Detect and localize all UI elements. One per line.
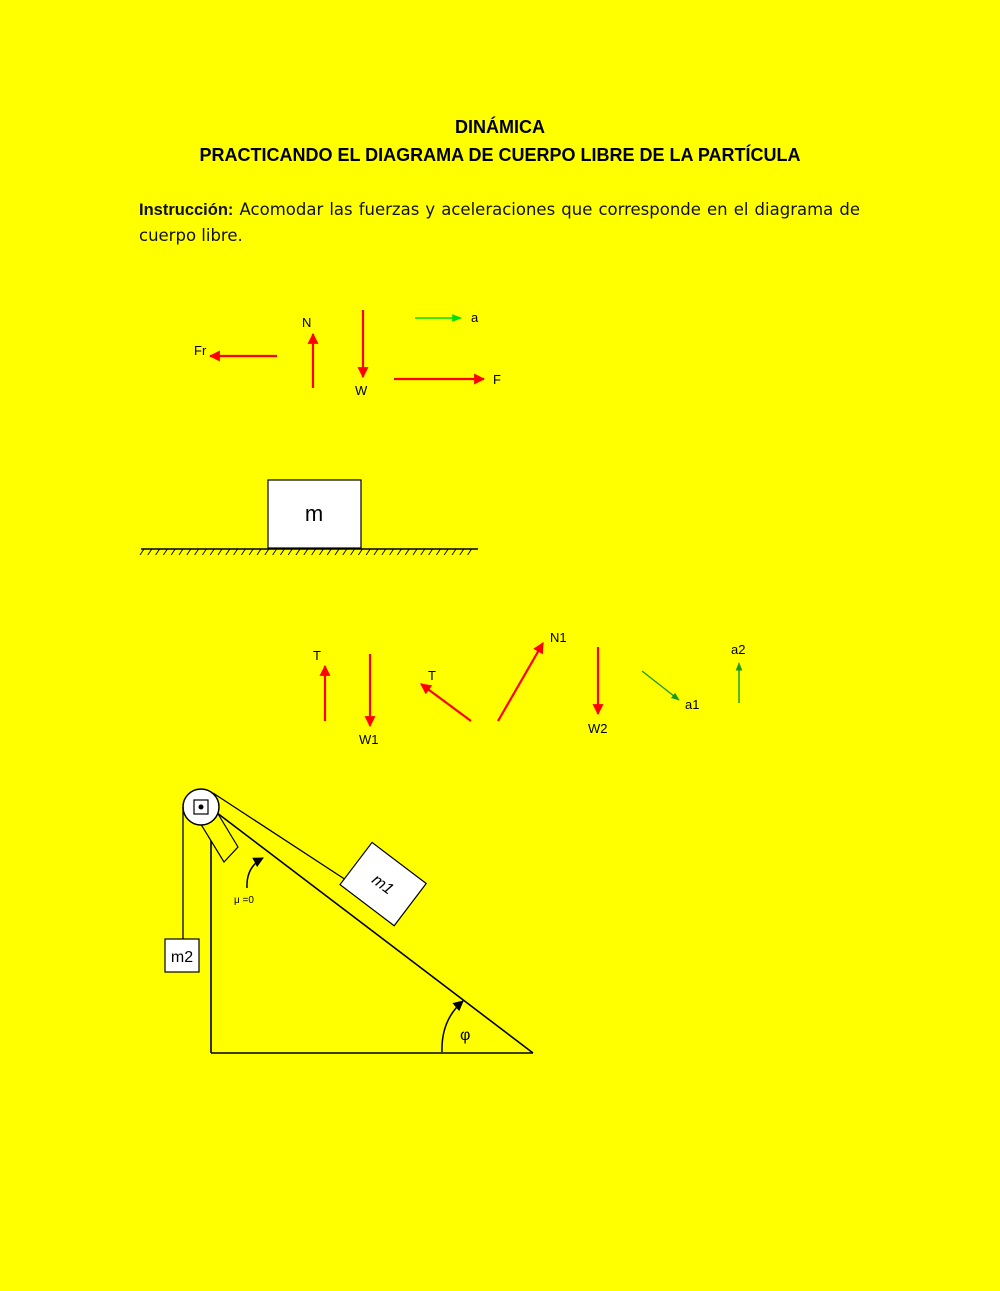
rope-m1 bbox=[213, 793, 346, 880]
hatch-mark bbox=[413, 549, 417, 555]
incline-hypotenuse bbox=[200, 800, 533, 1053]
hatch-mark bbox=[202, 549, 206, 555]
hatch-mark bbox=[148, 549, 152, 555]
hatch-mark bbox=[249, 549, 253, 555]
friction-label: Fr bbox=[194, 343, 207, 358]
applied-force-label: F bbox=[493, 372, 501, 387]
weight-label: W bbox=[355, 383, 368, 398]
accel-m1-arrow[interactable] bbox=[642, 671, 679, 700]
page-subtitle: PRACTICANDO EL DIAGRAMA DE CUERPO LIBRE DE LA PARTÍCULA bbox=[199, 145, 801, 165]
hatch-mark bbox=[218, 549, 222, 555]
hatch-mark bbox=[374, 549, 378, 555]
weight-m1-label: W2 bbox=[588, 721, 608, 736]
hatch-mark bbox=[179, 549, 183, 555]
instruction-body: Acomodar las fuerzas y aceleraciones que corresponde en el diagrama de cuerpo libre. bbox=[139, 200, 860, 245]
page-title: DINÁMICA bbox=[455, 117, 545, 137]
hatch-mark bbox=[468, 549, 472, 555]
hatch-mark bbox=[319, 549, 323, 555]
hatch-mark bbox=[140, 549, 144, 555]
weight-m2-label: W1 bbox=[359, 732, 379, 747]
block-m2-label: m2 bbox=[170, 949, 194, 966]
hatch-mark bbox=[444, 549, 448, 555]
hatch-mark bbox=[390, 549, 394, 555]
hatch-mark bbox=[405, 549, 409, 555]
hatch-mark bbox=[265, 549, 269, 555]
angle-label: φ bbox=[460, 1027, 471, 1044]
hatch-mark bbox=[366, 549, 370, 555]
hatch-mark bbox=[280, 549, 284, 555]
acceleration-label: a bbox=[471, 310, 479, 325]
hatch-mark bbox=[304, 549, 308, 555]
problem1-vectors bbox=[194, 310, 501, 398]
problem2-setup bbox=[165, 789, 533, 1053]
accel-m2-label: a2 bbox=[731, 642, 746, 657]
friction-note: μ =0 bbox=[234, 895, 254, 906]
hatch-mark bbox=[226, 549, 230, 555]
hatch-mark bbox=[460, 549, 464, 555]
accel-m1-label: a1 bbox=[685, 697, 700, 712]
hatch-mark bbox=[195, 549, 199, 555]
hatch-mark bbox=[187, 549, 191, 555]
hatch-mark bbox=[234, 549, 238, 555]
instruction-label: Instrucción: bbox=[139, 201, 234, 219]
hatch-mark bbox=[273, 549, 277, 555]
normal-m1-arrow[interactable] bbox=[498, 643, 543, 721]
normal-label: N bbox=[302, 315, 312, 330]
tension-m1-label: T bbox=[428, 668, 436, 683]
pulley-axle bbox=[199, 805, 204, 810]
hatch-mark bbox=[452, 549, 456, 555]
tension-m2-label: T bbox=[313, 648, 321, 663]
hatch-mark bbox=[171, 549, 175, 555]
hatch-mark bbox=[296, 549, 300, 555]
hatch-mark bbox=[429, 549, 433, 555]
hatch-mark bbox=[210, 549, 214, 555]
tension-m1-arrow[interactable] bbox=[421, 684, 471, 721]
hatch-mark bbox=[436, 549, 440, 555]
hatch-mark bbox=[382, 549, 386, 555]
hatch-mark bbox=[288, 549, 292, 555]
hatch-mark bbox=[351, 549, 355, 555]
problem2-vectors bbox=[313, 630, 745, 747]
normal-m1-label: N1 bbox=[550, 630, 567, 645]
hatch-mark bbox=[335, 549, 339, 555]
friction-note-arrow bbox=[247, 858, 263, 888]
hatch-mark bbox=[358, 549, 362, 555]
hatch-mark bbox=[241, 549, 245, 555]
hatch-mark bbox=[397, 549, 401, 555]
hatch-mark bbox=[421, 549, 425, 555]
floor-hatch bbox=[140, 549, 472, 555]
problem1-setup bbox=[140, 480, 478, 555]
hatch-mark bbox=[163, 549, 167, 555]
hatch-mark bbox=[312, 549, 316, 555]
hatch-mark bbox=[343, 549, 347, 555]
hatch-mark bbox=[257, 549, 261, 555]
hatch-mark bbox=[327, 549, 331, 555]
block-m1-label: m1 bbox=[368, 871, 397, 899]
block-m-label: m bbox=[304, 501, 324, 526]
hatch-mark bbox=[156, 549, 160, 555]
